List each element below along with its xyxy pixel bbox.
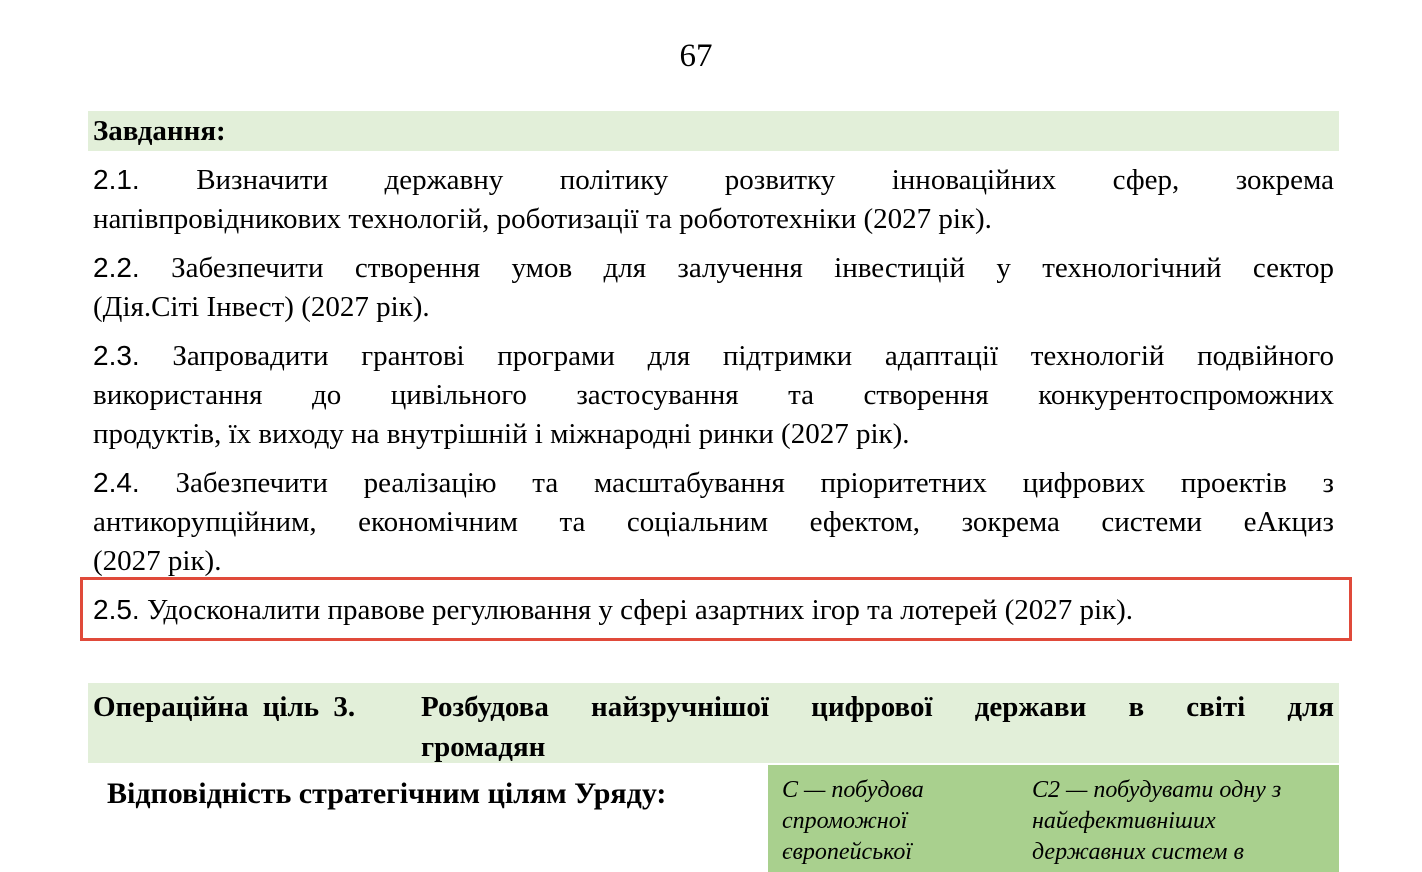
task-text: (Дія.Сіті Інвест) (2027 рік). xyxy=(93,291,430,323)
task-item xyxy=(93,463,1334,581)
government-goals-cell xyxy=(768,765,1339,872)
task-text: Запровадити грантові програми для підтримки адаптації технологій подвійного xyxy=(172,340,1335,372)
operational-goal-heading xyxy=(88,683,1339,763)
task-number: 2.1. xyxy=(93,164,140,195)
government-goals-label: Відповідність стратегічним цілям Уряду: xyxy=(107,777,667,810)
task-item xyxy=(93,160,1334,239)
task-text: Забезпечити реалізацію та масштабування пріоритетних цифрових проектів з xyxy=(175,467,1334,499)
operational-goal-title-line: громадян xyxy=(421,731,546,763)
highlight-box xyxy=(80,577,1352,641)
task-text: Удосконалити правове регулювання у сфері азартних ігор та лотерей (2027 рік). xyxy=(146,594,1134,626)
page-number: 67 xyxy=(679,38,713,74)
task-text: Визначити державну політику розвитку інноваційних сфер, зокрема xyxy=(196,164,1334,196)
strategic-goal-c2: С2 — побудувати одну з найефективніших державних систем в xyxy=(1032,777,1282,865)
strategic-goal-c: С — побудова спроможної європейської xyxy=(782,777,924,865)
task-text: Забезпечити створення умов для залучення інвестицій у технологічний сектор xyxy=(171,252,1335,284)
tasks-heading: Завдання: xyxy=(88,111,1339,151)
operational-goal-title-line: Розбудова найзручнішої цифрової держави в світі для xyxy=(421,691,1334,723)
task-number: 2.4. xyxy=(93,467,140,498)
task-text: (2027 рік). xyxy=(93,545,222,577)
task-text: антикорупційним, економічним та соціальним ефектом, зокрема системи еАкциз xyxy=(93,506,1334,538)
task-item xyxy=(93,248,1334,327)
operational-goal-title xyxy=(421,687,1334,767)
task-number: 2.2. xyxy=(93,252,140,283)
task-text: напівпровідникових технологій, роботизації та робототехніки (2027 рік). xyxy=(93,203,992,235)
task-item xyxy=(93,336,1334,454)
task-number: 2.3. xyxy=(93,340,140,371)
task-text: використання до цивільного застосування та створення конкурентоспроможних xyxy=(93,379,1334,411)
task-number: 2.5. xyxy=(93,594,140,625)
operational-goal-label: Операційна ціль 3. xyxy=(93,691,356,723)
task-text: продуктів, їх виходу на внутрішній і міжнародні ринки (2027 рік). xyxy=(93,418,910,450)
